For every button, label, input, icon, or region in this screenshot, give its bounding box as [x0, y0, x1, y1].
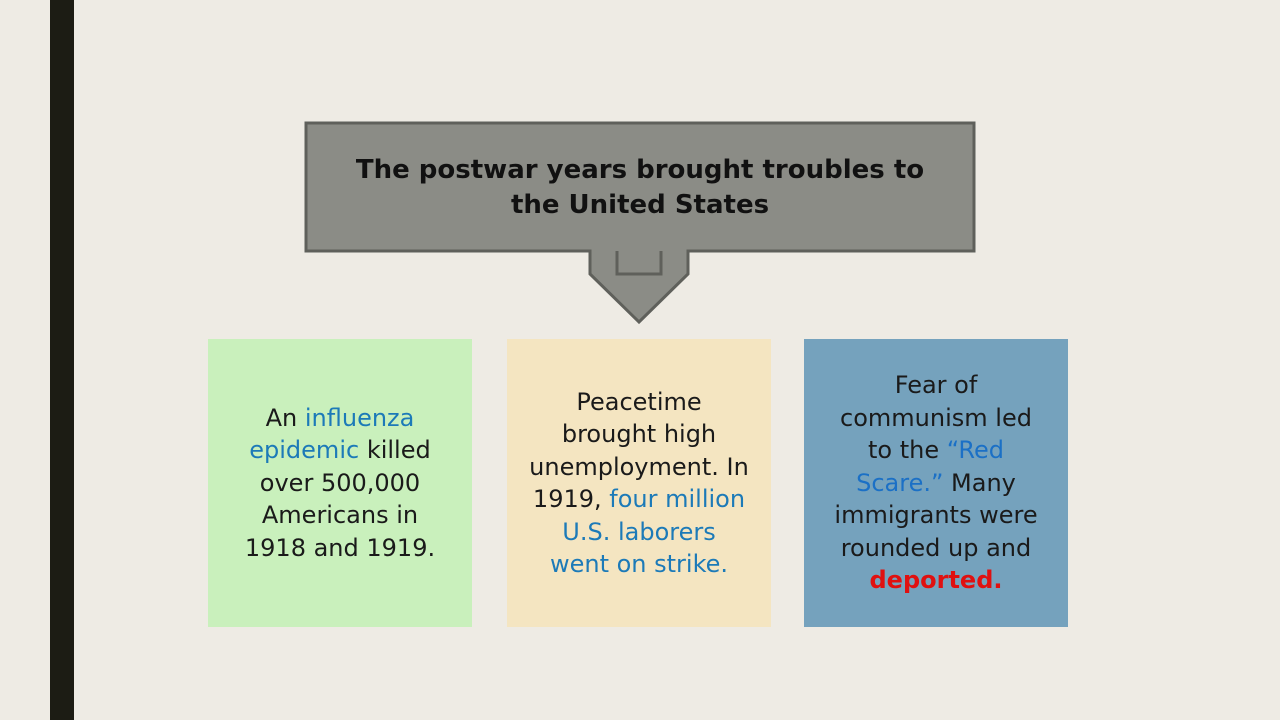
red-scare-highlight: “Red Scare.”: [856, 436, 1005, 497]
red-scare-box: [804, 339, 1068, 627]
influenza-text: [230, 402, 450, 565]
unemployment-box: [507, 339, 771, 627]
red-scare-text: [826, 369, 1046, 597]
unemployment-text-part: Peacetime brought high unemployment. In 1919,: [529, 387, 749, 513]
influenza-box: [208, 339, 472, 627]
influenza-text-part: An: [265, 403, 305, 432]
strike-highlight: four million U.S. laborers went on strike.: [549, 485, 746, 578]
red-scare-text-part: Fear of communism led to the: [840, 371, 1032, 465]
red-scare-text-part: Many immigrants were rounded up and: [834, 468, 1038, 562]
unemployment-text: [529, 386, 749, 581]
deported-highlight: deported.: [869, 566, 1003, 595]
header-title: The postwar years brought troubles to the United States: [355, 154, 925, 220]
influenza-text-part: killed over 500,000 Americans in 1918 and 1919.: [244, 436, 436, 562]
influenza-epidemic-highlight: influenza epidemic: [249, 403, 415, 465]
